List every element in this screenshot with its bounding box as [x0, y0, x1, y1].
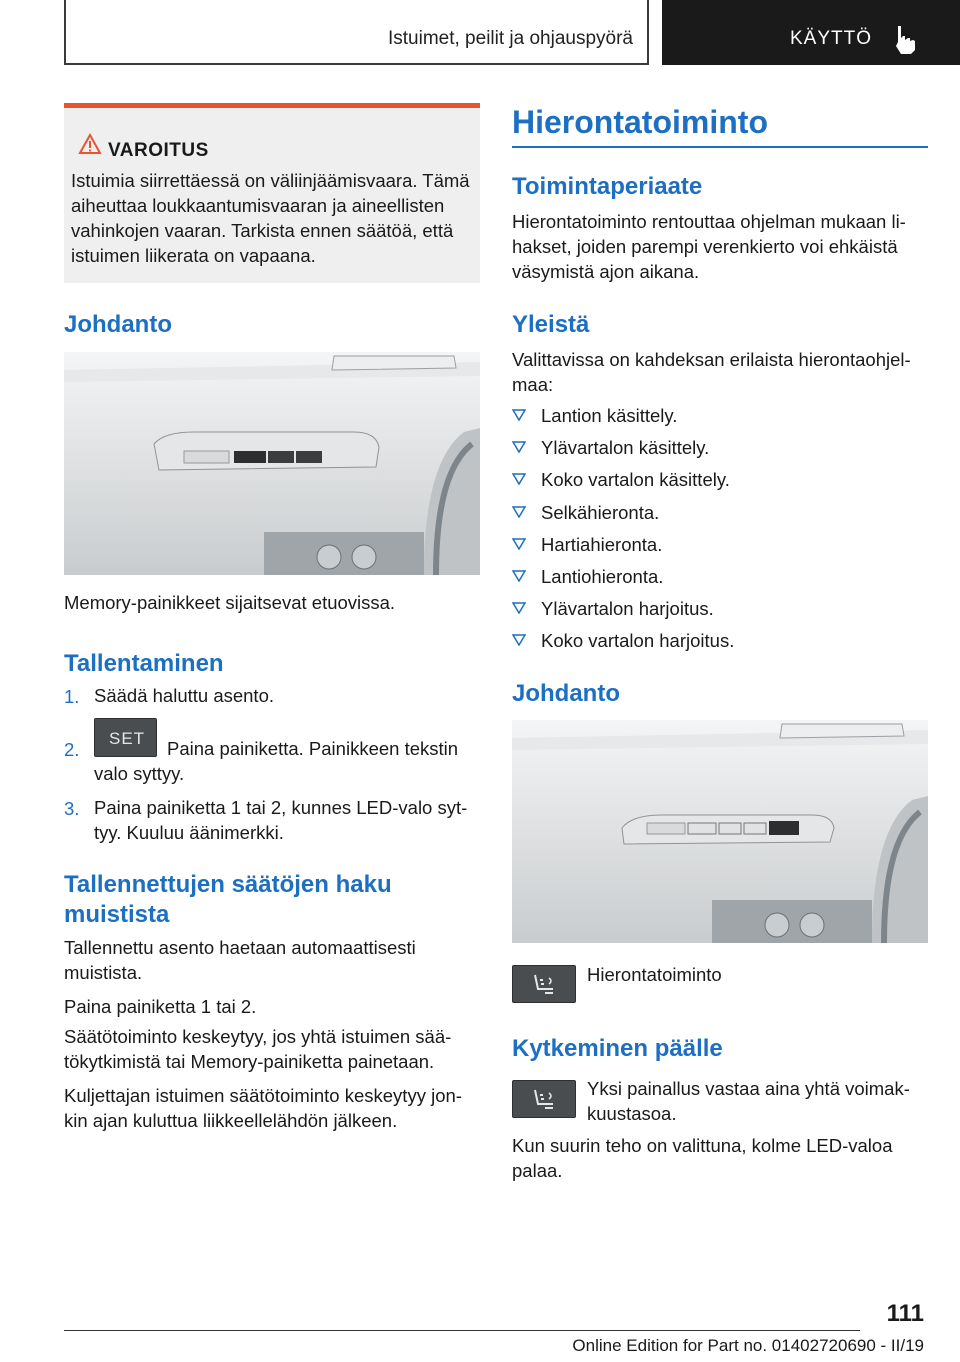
switch-on-paragraph: Kun suurin teho on valittuna, kolme LED-valoa palaa.: [512, 1135, 893, 1181]
intro-heading-right: Johdanto: [512, 680, 620, 707]
door-memory-buttons-photo: [64, 352, 480, 575]
recall-paragraph: Kuljettajan istuimen säätötoiminto keskeytyy jon-kin ajan kuluttua liikkeellelähdön jälkeen.: [64, 1085, 462, 1131]
principle-heading: Toimintaperiaate: [512, 173, 703, 200]
seat-massage-icon: [531, 972, 559, 998]
warning-text: Istuimia siirrettäessä on väliinjäämisvaara. Tämä aiheuttaa loukkaantumisvaaran ja aineellisten vahinkojen vaaran. Tarkista ennen säätöä, että istuimen liikerata on vapaana.: [71, 170, 470, 266]
triangle-bullet-icon: [512, 506, 526, 518]
pointing-hand-icon: [892, 24, 920, 54]
triangle-bullet-icon: [512, 473, 526, 485]
step-number: 3.: [64, 798, 80, 819]
program-label: Hartiahieronta.: [541, 534, 663, 555]
massage-button-caption: Hierontatoiminto: [587, 964, 722, 985]
photo-caption: Memory-painikkeet sijaitsevat etuovissa.: [64, 592, 396, 613]
step-text: Paina painiketta. Painikkeen tekstin: [167, 738, 459, 759]
principle-text: Hierontatoiminto rentouttaa ohjelman mukaan li-hakset, joiden parempi verenkierto voi ehkäistä väsymistä ajon aikana.: [512, 211, 906, 282]
running-header-section: [64, 0, 649, 65]
program-label: Koko vartalon käsittely.: [541, 469, 730, 490]
section-title: Istuimet, peilit ja ohjauspyörä: [387, 28, 633, 49]
general-text: Valittavissa on kahdeksan erilaista hierontaohjel-maa:: [512, 349, 911, 395]
program-label: Lantion käsittely.: [541, 405, 678, 426]
step-text: tyy. Kuuluu äänimerkki.: [94, 822, 284, 843]
program-label: Ylävartalon käsittely.: [541, 437, 710, 458]
step-number: 2.: [64, 739, 80, 760]
program-label: Ylävartalon harjoitus.: [541, 598, 714, 619]
step-text: Paina painiketta 1 tai 2, kunnes LED-valo syt-: [94, 797, 468, 818]
switch-on-heading: Kytkeminen päälle: [512, 1035, 723, 1062]
recall-heading-line: muistista: [64, 901, 170, 928]
triangle-bullet-icon: [512, 602, 526, 614]
step-text: valo syttyy.: [94, 763, 185, 784]
step-number: 1.: [64, 686, 80, 707]
door-massage-button-photo: [512, 720, 928, 943]
recall-heading-line: Tallennettujen säätöjen haku: [64, 871, 392, 898]
edition-note: Online Edition for Part no. 01402720690 - II/19: [572, 1336, 924, 1355]
program-label: Selkähieronta.: [541, 502, 660, 523]
switch-on-text: kuustasoa.: [587, 1103, 677, 1124]
recall-paragraph: Tallennettu asento haetaan automaattisesti muistista.: [64, 937, 416, 983]
triangle-bullet-icon: [512, 538, 526, 550]
set-button-label: SET: [109, 729, 146, 748]
recall-paragraph: Paina painiketta 1 tai 2.: [64, 996, 257, 1017]
warning-title: VAROITUS: [108, 140, 209, 161]
save-heading: Tallentaminen: [64, 650, 224, 677]
footer-divider: [64, 1330, 860, 1331]
switch-on-text: Yksi painallus vastaa aina yhtä voimak-: [587, 1078, 910, 1099]
massage-button-icon: [512, 1080, 576, 1118]
heading-underline: [512, 146, 928, 148]
triangle-bullet-icon: [512, 409, 526, 421]
general-heading: Yleistä: [512, 311, 590, 338]
triangle-bullet-icon: [512, 570, 526, 582]
recall-paragraph: Säätötoiminto keskeytyy, jos yhtä istuimen sää-tökytkimistä tai Memory-painiketta painetaan.: [64, 1026, 452, 1072]
intro-heading-left: Johdanto: [64, 311, 172, 338]
triangle-bullet-icon: [512, 634, 526, 646]
chapter-title: KÄYTTÖ: [790, 28, 873, 49]
recall-heading: [64, 870, 392, 930]
warning-triangle-icon: [78, 133, 102, 155]
program-label: Koko vartalon harjoitus.: [541, 630, 735, 651]
triangle-bullet-icon: [512, 441, 526, 453]
step-text: Säädä haluttu asento.: [94, 685, 275, 706]
warning-box: [64, 103, 480, 283]
main-heading: Hierontatoiminto: [512, 104, 768, 140]
set-button-icon: [94, 718, 157, 757]
program-label: Lantiohieronta.: [541, 566, 664, 587]
massage-button-icon: [512, 965, 576, 1003]
seat-massage-icon: [531, 1087, 559, 1113]
page-number: 111: [886, 1300, 924, 1327]
